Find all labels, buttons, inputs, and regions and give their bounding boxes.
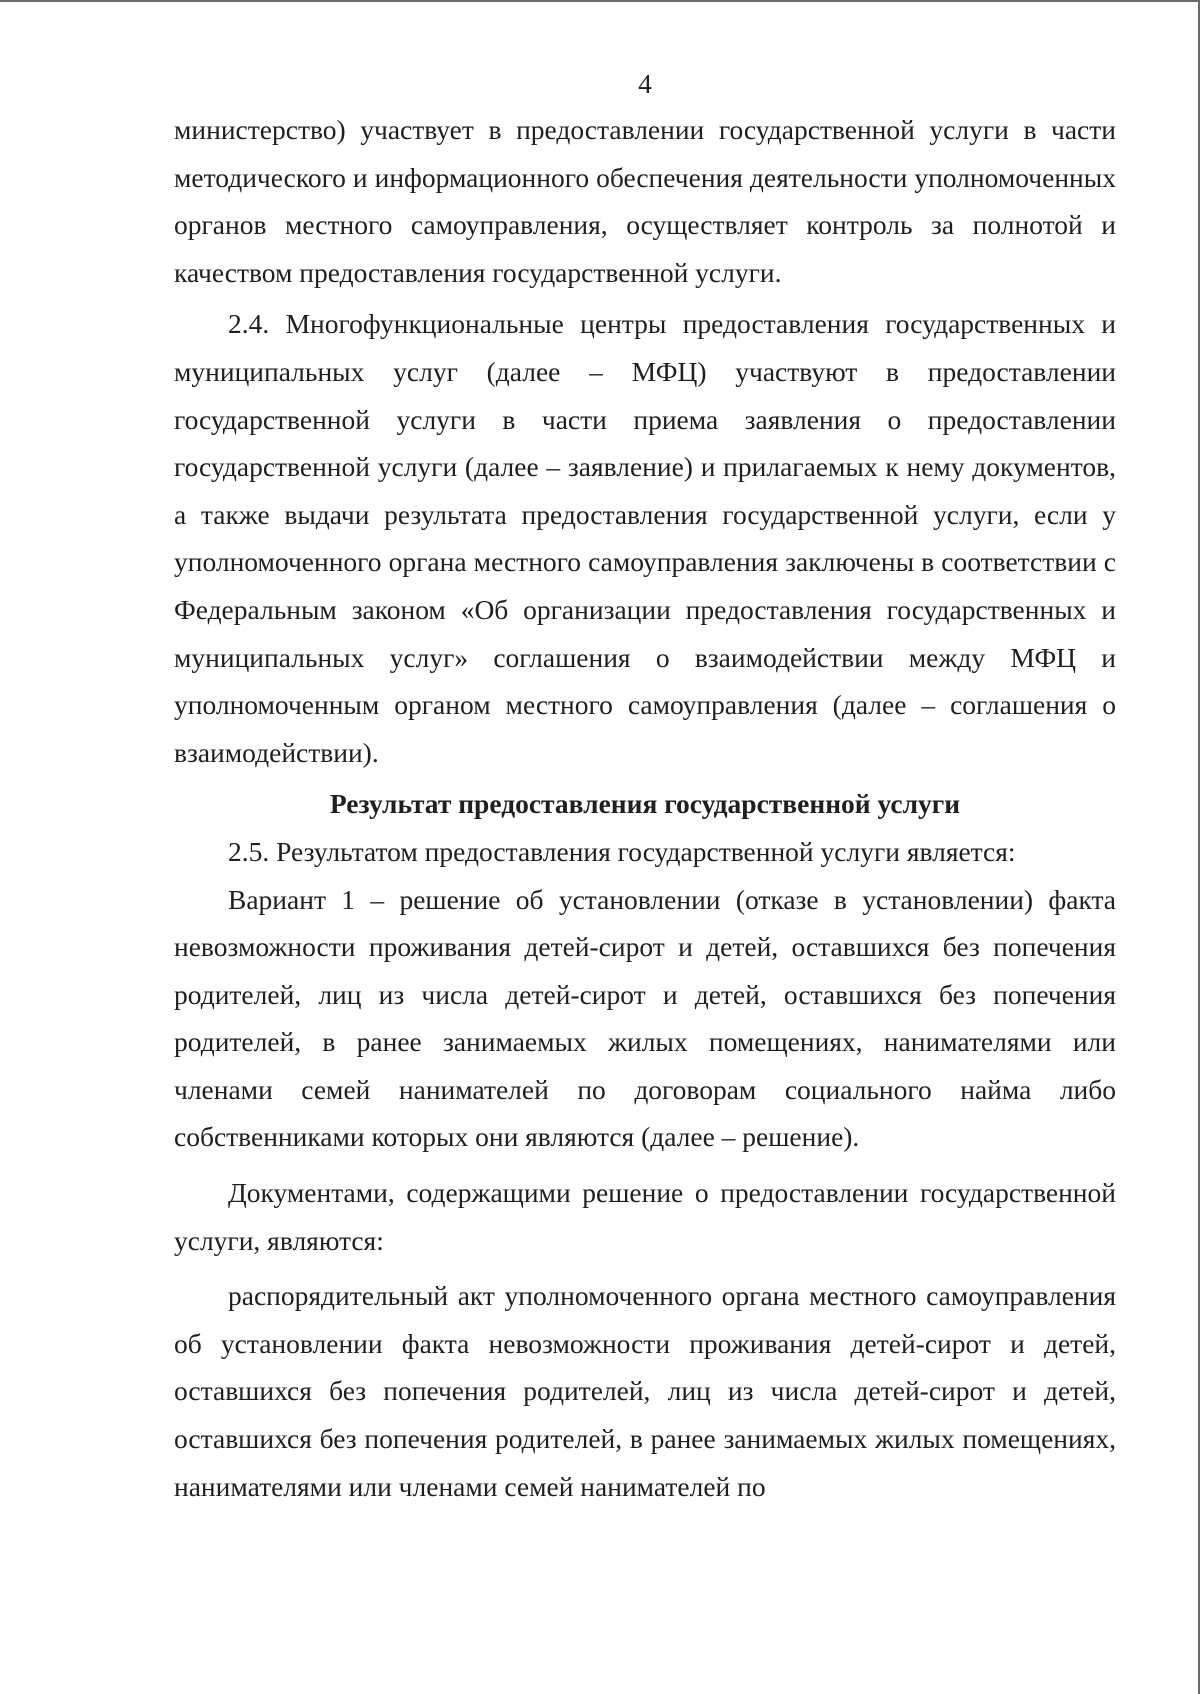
paragraph-2-4-mfc: 2.4. Многофункциональные центры предоставления государственных и муниципальных услуг (далее – МФЦ) участвуют в предоставлении государственной услуги в части приема заявления о предоставлении государственной услуги (далее – заявление) и прилагаемых к нему документов, а также выдачи результата предоставления государственной услуги, если у уполномоченного органа местного самоуправления заключены в соответствии с Федеральным законом «Об организации предоставления государственных и муниципальных услуг» соглашения о взаимодействии между МФЦ и уполномоченным органом местного самоуправления (далее – соглашения о взаимодействии).: [174, 308, 1116, 768]
page-number: 4: [638, 68, 652, 99]
paragraph-documents: Документами, содержащими решение о предоставлении государственной услуги, являются:: [174, 1177, 1116, 1256]
paragraph-variant-1: Вариант 1 – решение об установлении (отказе в установлении) факта невозможности проживания детей-сирот и детей, оставшихся без попечения родителей, лиц из числа детей-сирот и детей, оставшихся без попечения родителей, в ранее занимаемых жилых помещениях, нанимателями или членами семей нанимателей по договорам социального найма либо собственниками которых они являются (далее – решение).: [174, 883, 1116, 1153]
paragraph-2-5-result: 2.5. Результатом предоставления государственной услуги является:: [228, 835, 1016, 867]
page-content: [174, 68, 1116, 1510]
paragraph-ministry-role: министерство) участвует в предоставлении государственной услуги в части методического и информационного обеспечения деятельности уполномоченных органов местного самоуправления, осуществляет контроль за полнотой и качеством предоставления государственной услуги.: [174, 114, 1116, 288]
paragraph-administrative-act: распорядительный акт уполномоченного органа местного самоуправления об установлении факта невозможности проживания детей-сирот и детей, оставшихся без попечения родителей, лиц из числа детей-сирот и детей, оставшихся без попечения родителей, в ранее занимаемых жилых помещениях, нанимателями или членами семей нанимателей по: [174, 1280, 1116, 1502]
section-heading-result: Результат предоставления государственной услуги: [329, 788, 961, 820]
